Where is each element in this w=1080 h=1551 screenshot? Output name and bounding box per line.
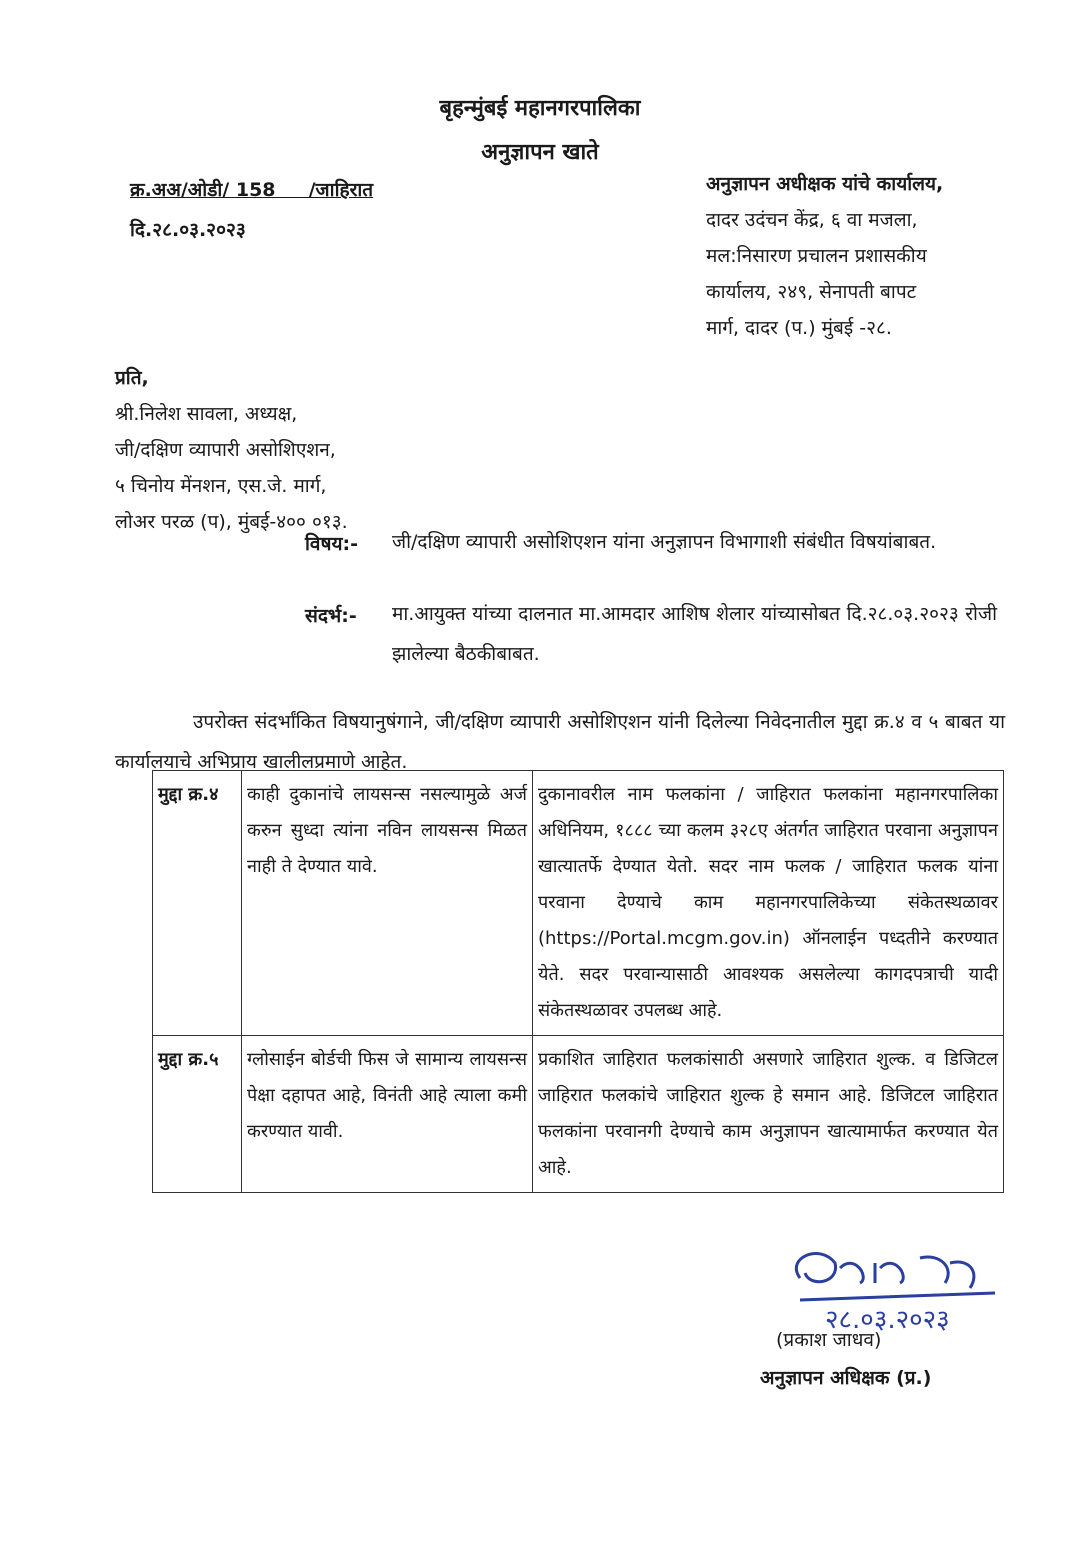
address-line: दादर उदंचन केंद्र, ६ वा मजला, (706, 209, 918, 231)
ref-number-text: क्र.अअ/ओडी/ 158 (130, 179, 276, 201)
response-cell: प्रकाशित जाहिरात फलकांसाठी असणारे जाहिरात शुल्क. व डिजिटल जाहिरात फलकांचे जाहिरात शुल्क हे समान आहे. डिजिटल जाहिरात फलकांना परवानगी देण्याचे काम अनुज्ञापन खात्यामार्फत करण्यात येत आहे. (533, 1036, 1004, 1193)
recipient-line: जी/दक्षिण व्यापारी असोशिएशन, (115, 439, 336, 461)
to-label: प्रति, (115, 367, 149, 389)
reference-number (130, 176, 373, 202)
table-row (153, 771, 1004, 1036)
points-table (152, 770, 1004, 1193)
issue-cell: ग्लोसाईन बोर्डची फिस जे सामान्य लायसन्स पेक्षा दहापत आहे, विनंती आहे त्याला कमी करण्यात यावी. (242, 1036, 533, 1193)
org-title: बृहन्मुंबई महानगरपालिका (439, 96, 641, 121)
subject-label: विषय:- (305, 533, 358, 555)
address-line: अनुज्ञापन अधीक्षक यांचे कार्यालय, (706, 173, 944, 195)
context-label: संदर्भ:- (305, 605, 357, 627)
address-line: कार्यालय, २४९, सेनापती बापट (706, 281, 917, 303)
address-line: मल:निसारण प्रचालन प्रशासकीय (706, 245, 927, 267)
svg-text:२८.०३.२०२३: २८.०३.२०२३ (825, 1305, 950, 1335)
point-label: मुद्दा क्र.४ (153, 771, 242, 1036)
ref-suffix: /जाहिरात (308, 179, 374, 201)
intro-paragraph: उपरोक्त संदर्भांकित विषयानुषंगाने, जी/दक्षिण व्यापारी असोशिएशन यांनी दिलेल्या निवेदनातील मुद्दा क्र.४ व ५ बाबत या कार्यालयाचे अभिप्राय खालीलप्रमाणे आहेत. (115, 711, 1005, 773)
point-label: मुद्दा क्र.५ (153, 1036, 242, 1193)
issue-cell: काही दुकानांचे लायसन्स नसल्यामुळे अर्ज करुन सुध्दा त्यांना नविन लायसन्स मिळत नाही ते देण्यात यावे. (242, 771, 533, 1036)
recipient-line: ५ चिनोय मेंनशन, एस.जे. मार्ग, (115, 475, 327, 497)
subject-text: जी/दक्षिण व्यापारी असोशिएशन यांना अनुज्ञापन विभागाशी संबंधीत विषयांबाबत. (392, 531, 937, 553)
dept-title: अनुज्ञापन खाते (481, 140, 599, 165)
signatory-name: (प्रकाश जाधव) (776, 1329, 882, 1351)
office-address (706, 166, 943, 346)
context-text: मा.आयुक्त यांच्या दालनात मा.आमदार आशिष शेलार यांच्यासोबत दि.२८.०३.२०२३ रोजी झालेल्या बैठकीबाबत. (392, 603, 997, 665)
response-cell: दुकानावरील नाम फलकांना / जाहिरात फलकांना महानगरपालिका अधिनियम, १८८८ च्या कलम ३२८ए अंतर्गत जाहिरात परवाना अनुज्ञापन खात्यातर्फे देण्यात येतो. सदर नाम फलक / जाहिरात फलक यांना परवाना देण्याचे काम महानगरपालिकेच्या संकेतस्थळावर (https://Portal.mcgm.gov.in) ऑनलाईन पध्दतीने करण्यात येते. सदर परवान्यासाठी आवश्यक असलेल्या कागदपत्राची यादी संकेतस्थळावर उपलब्ध आहे. (533, 771, 1004, 1036)
recipient-block (115, 360, 348, 540)
signatory-designation: अनुज्ञापन अधिक्षक (प्र.) (760, 1367, 932, 1389)
recipient-line: लोअर परळ (प), मुंबई-४०० ०१३. (115, 511, 348, 533)
table-row (153, 1036, 1004, 1193)
reference-date: दि.२८.०३.२०२३ (130, 219, 246, 241)
recipient-line: श्री.निलेश सावला, अध्यक्ष, (115, 403, 298, 425)
address-line: मार्ग, दादर (प.) मुंबई -२८. (706, 317, 892, 339)
